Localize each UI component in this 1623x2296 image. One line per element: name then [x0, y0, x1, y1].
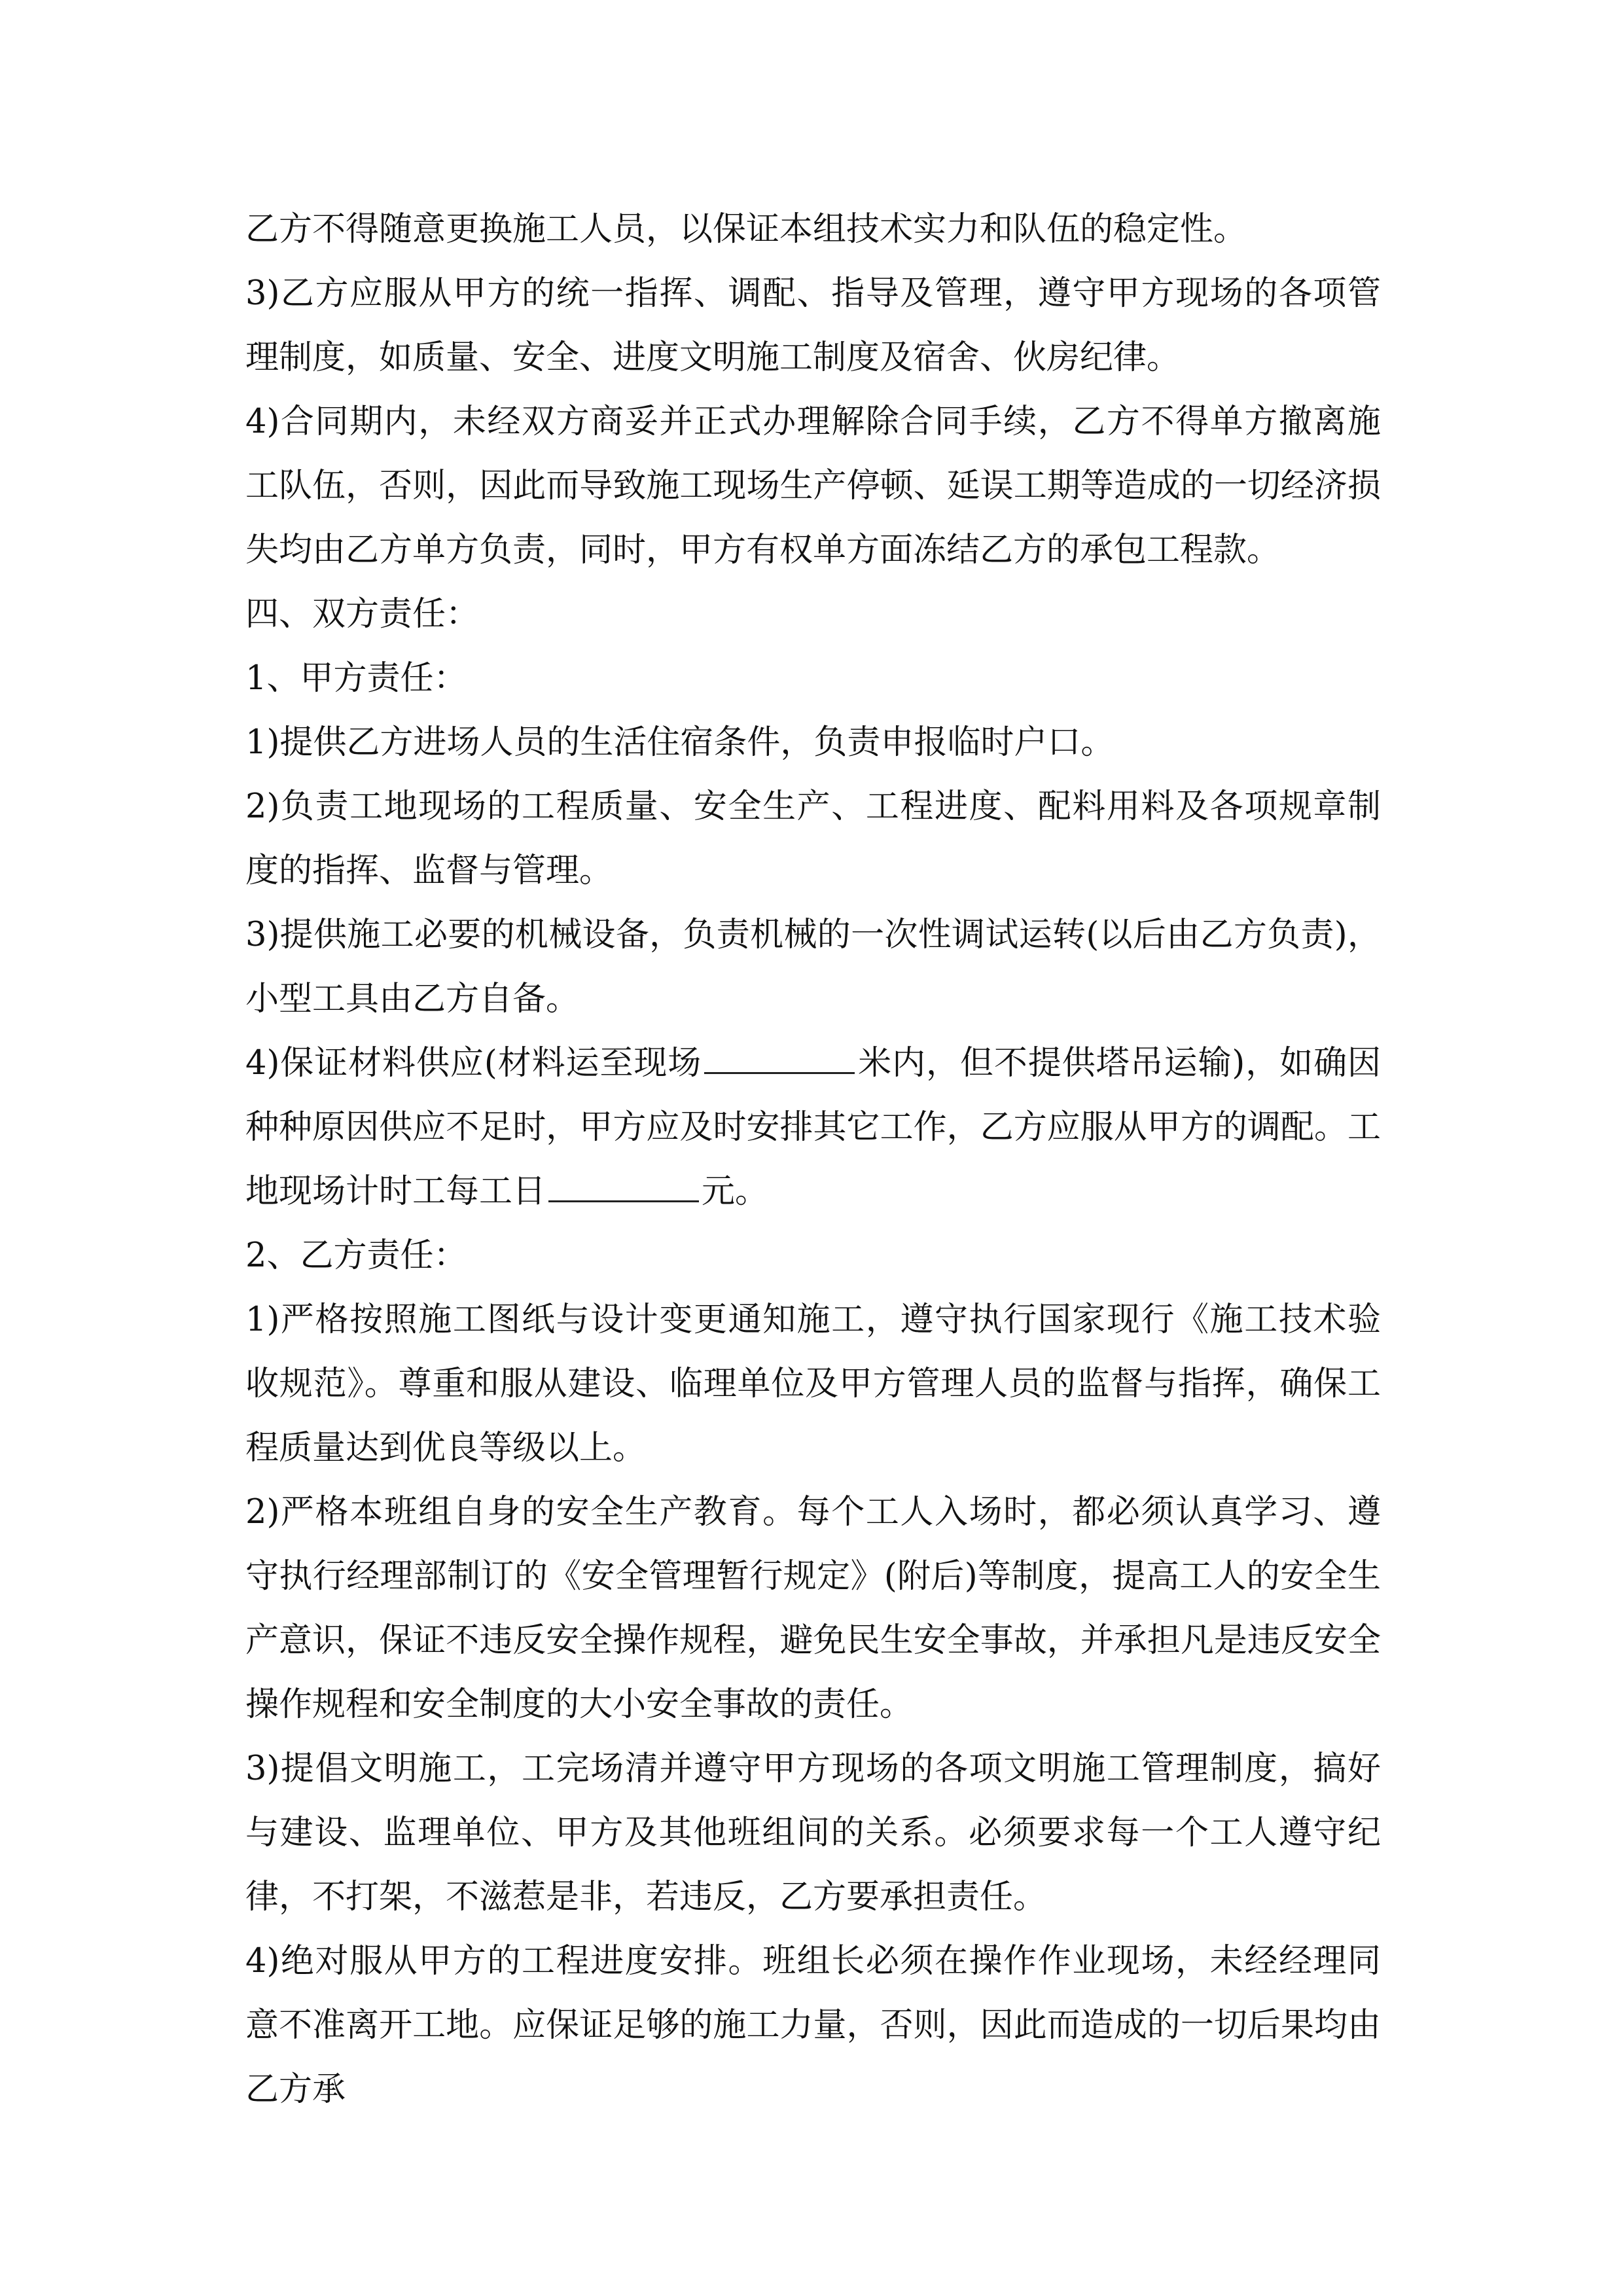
- paragraph-party-a-4-part3: 元。: [702, 1172, 769, 1211]
- paragraph-party-b-3: 3)提倡文明施工，工完场清并遵守甲方现场的各项文明施工管理制度，搞好与建设、监理单位、甲方及其他班组间的关系。必须要求每一个工人遵守纪律，不打架，不滋惹是非，若违反，乙方要承担责任。: [245, 1749, 1381, 1916]
- paragraph-team-stability: 乙方不得随意更换施工人员，以保证本组技术实力和队伍的稳定性。: [245, 210, 1247, 249]
- section-heading-mutual-responsibilities: 四、双方责任：: [245, 595, 480, 634]
- paragraph-party-a-1: 1)提供乙方进场人员的生活住宿条件，负责申报临时户口。: [245, 723, 1115, 762]
- subsection-heading-party-b: 2、乙方责任：: [245, 1236, 467, 1275]
- subsection-heading-party-a: 1、甲方责任：: [245, 659, 467, 698]
- paragraph-party-a-4-part2: 米内，但不提供塔吊运输)，如确因种种原因供应不足时，甲方应及时安排其它工作，乙方应服从甲方的调配。工地现场计时工每工日: [245, 1044, 1381, 1211]
- paragraph-party-b-4: 4)绝对服从甲方的工程进度安排。班组长必须在操作作业现场，未经经理同意不准离开工地。应保证足够的施工力量，否则，因此而造成的一切后果均由乙方承: [245, 1942, 1381, 2109]
- paragraph-contract-period: 4)合同期内，未经双方商妥并正式办理解除合同手续，乙方不得单方撤离施工队伍，否则，因此而导致施工现场生产停顿、延误工期等造成的一切经济损失均由乙方单方负责，同时，甲方有权单方面冻结乙方的承包工程款。: [245, 403, 1381, 569]
- daily-wage-blank-field[interactable]: [548, 1170, 699, 1202]
- contract-body: [245, 198, 1381, 2122]
- paragraph-party-a-4: [245, 1031, 1381, 1224]
- paragraph-obey-management: 3)乙方应服从甲方的统一指挥、调配、指导及管理，遵守甲方现场的各项管理制度，如质量、安全、进度文明施工制度及宿舍、伙房纪律。: [245, 274, 1381, 377]
- paragraph-party-a-4-part1: 4)保证材料供应(材料运至现场: [245, 1044, 702, 1083]
- paragraph-party-b-1: 1)严格按照施工图纸与设计变更通知施工，遵守执行国家现行《施工技术验收规范》。尊重和服从建设、临理单位及甲方管理人员的监督与指挥，确保工程质量达到优良等级以上。: [245, 1300, 1381, 1467]
- distance-blank-field[interactable]: [704, 1042, 855, 1074]
- paragraph-party-a-3: 3)提供施工必要的机械设备，负责机械的一次性调试运转(以后由乙方负责)，小型工具由乙方自备。: [245, 916, 1381, 1018]
- paragraph-party-a-2: 2)负责工地现场的工程质量、安全生产、工程进度、配料用料及各项规章制度的指挥、监督与管理。: [245, 787, 1381, 890]
- paragraph-party-b-2: 2)严格本班组自身的安全生产教育。每个工人入场时，都必须认真学习、遵守执行经理部制订的《安全管理暂行规定》(附后)等制度，提高工人的安全生产意识，保证不违反安全操作规程，避免民生安全事故，并承担凡是违反安全操作规程和安全制度的大小安全事故的责任。: [245, 1493, 1381, 1724]
